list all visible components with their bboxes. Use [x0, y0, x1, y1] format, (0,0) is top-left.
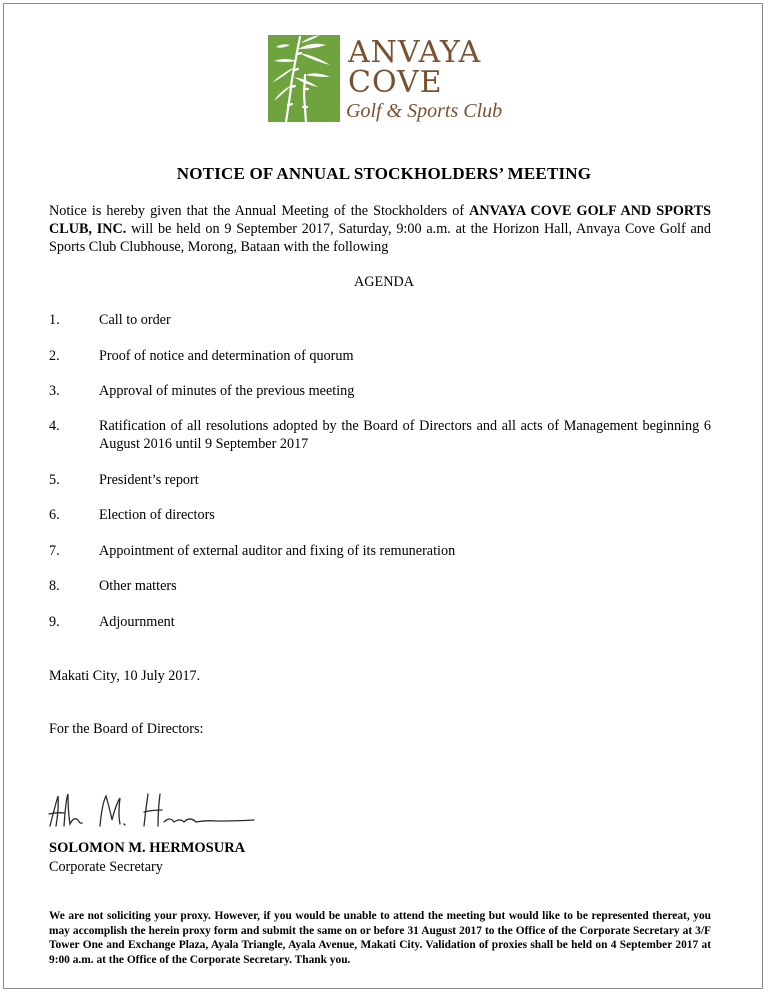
intro-tail: will be held on 9 September 2017, Saturday, 9:00 a.m. at the Horizon Hall, Anvaya Cove Golf and Sports Club Clubhouse, Morong, Bataan with the following: [49, 221, 711, 255]
logo-text-golf-sports: Golf & Sports Club: [346, 100, 503, 122]
signer-title: Corporate Secretary: [49, 859, 163, 875]
place-and-date: Makati City, 10 July 2017.: [49, 668, 201, 684]
logo-text-anvaya: ANVAYA: [348, 35, 482, 70]
agenda-item-number: 2.: [49, 348, 60, 364]
bamboo-icon: [268, 35, 340, 122]
agenda-heading: AGENDA: [354, 274, 414, 290]
signer-name: SOLOMON M. HERMOSURA: [49, 840, 246, 856]
agenda-item-number: 9.: [49, 614, 60, 630]
intro-lead: Notice is hereby given that the Annual Meeting of the Stockholders of: [49, 203, 470, 219]
agenda-item-number: 1.: [49, 312, 60, 328]
document-page: [3, 3, 763, 989]
agenda-item-number: 5.: [49, 472, 60, 488]
club-logo: [268, 35, 503, 127]
agenda-item-number: 4.: [49, 418, 60, 434]
agenda-item-text: Election of directors: [99, 507, 215, 523]
notice-intro: [49, 202, 711, 256]
agenda-item-text: Approval of minutes of the previous meeting: [99, 383, 355, 399]
agenda-item-text: Ratification of all resolutions adopted by the Board of Directors and all acts of Management beginning 6 August 2016 until 9 September 2017: [99, 418, 711, 452]
agenda-item-number: 8.: [49, 578, 60, 594]
agenda-item-text: Proof of notice and determination of quorum: [99, 348, 354, 364]
agenda-item-number: 7.: [49, 543, 60, 559]
handwritten-signature: [46, 790, 256, 830]
bamboo-logo-mark: [268, 35, 340, 122]
agenda-item-text: Call to order: [99, 312, 171, 328]
agenda-item-number: 3.: [49, 383, 60, 399]
company-name: ANVAYA COVE GOLF AND SPORTS CLUB, INC.: [49, 203, 711, 237]
agenda-item-number: 6.: [49, 507, 60, 523]
logo-text-cove: COVE: [348, 65, 443, 100]
agenda-item-text: Other matters: [99, 578, 177, 594]
agenda-item-text: President’s report: [99, 472, 199, 488]
notice-title: NOTICE OF ANNUAL STOCKHOLDERS’ MEETING: [176, 164, 592, 183]
agenda-item-text: Appointment of external auditor and fixing of its remuneration: [99, 543, 456, 559]
proxy-disclaimer: We are not soliciting your proxy. However, if you would be unable to attend the meeting but would like to be represented thereat, you may accomplish the herein proxy form and submit the same on or before 31 August 2017 to the Office of the Corporate Secretary at 3/F Tower One and Exchange Plaza, Ayala Triangle, Ayala Avenue, Makati City. Validation of proxies shall be held on 4 September 2017 at 9:00 a.m. at the Office of the Corporate Secretary. Thank you.: [49, 910, 711, 966]
agenda-item-text: Adjournment: [99, 614, 175, 630]
for-board-line: For the Board of Directors:: [49, 721, 204, 737]
